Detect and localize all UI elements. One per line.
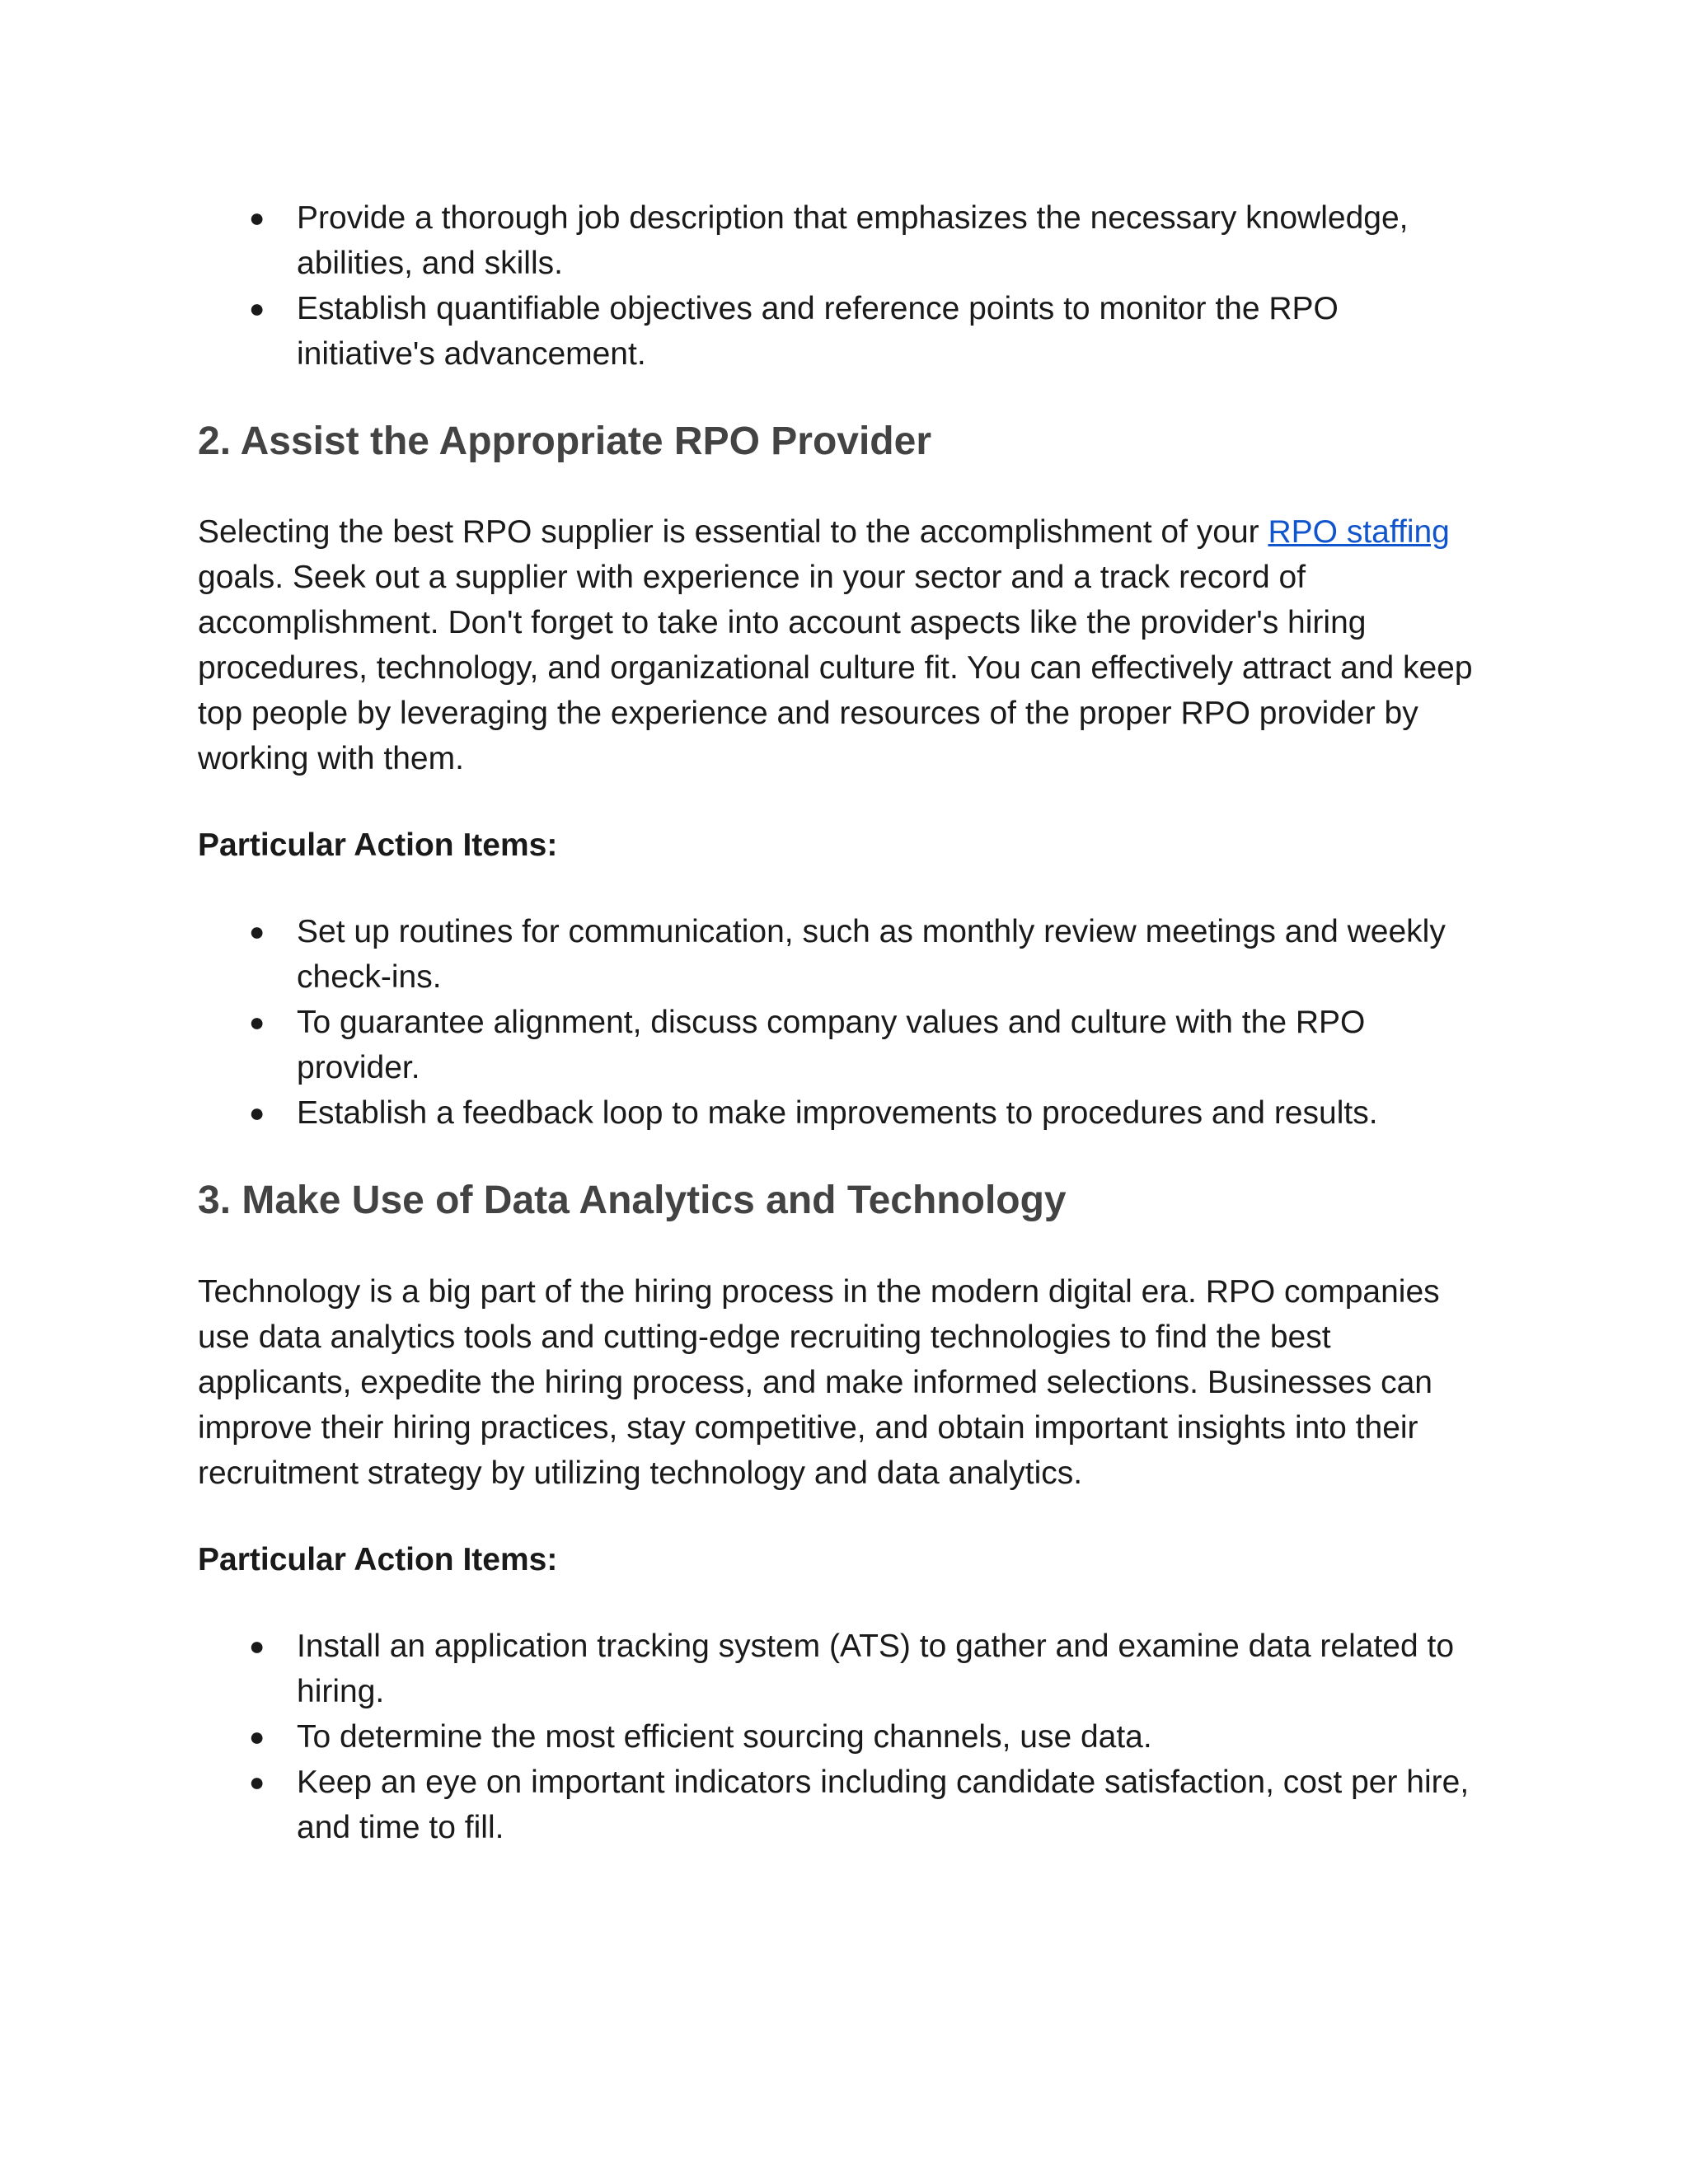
section-3-paragraph-block bbox=[198, 1269, 1484, 1496]
list-item bbox=[198, 286, 1484, 377]
list-item bbox=[198, 195, 1484, 286]
action-items-label: Particular Action Items: bbox=[198, 1542, 558, 1577]
intro-bullet-list bbox=[198, 195, 1484, 377]
paragraph-text: Selecting the best RPO supplier is essential to the accomplishment of your bbox=[198, 514, 1268, 550]
list-item-text: Provide a thorough job description that emphasizes the necessary knowledge, abilities, and skills. bbox=[297, 200, 1409, 281]
section-2-heading: 2. Assist the Appropriate RPO Provider bbox=[198, 419, 931, 463]
section-3-action-label-block bbox=[198, 1537, 1484, 1582]
section-3-bullet-list bbox=[198, 1624, 1484, 1850]
bullet-icon: ● bbox=[249, 1098, 265, 1127]
list-item bbox=[198, 1000, 1484, 1090]
bullet-icon: ● bbox=[249, 1767, 265, 1797]
list-item bbox=[198, 1624, 1484, 1714]
list-item bbox=[198, 1090, 1484, 1136]
section-2-action-label-block bbox=[198, 823, 1484, 868]
list-item-text: Establish quantifiable objectives and reference points to monitor the RPO initiative's advancement. bbox=[297, 291, 1339, 372]
section-3-heading-block bbox=[198, 1176, 1484, 1226]
section-2-bullet-list bbox=[198, 909, 1484, 1136]
bullet-icon: ● bbox=[249, 1007, 265, 1037]
bullet-icon: ● bbox=[249, 1722, 265, 1751]
action-items-label: Particular Action Items: bbox=[198, 827, 558, 863]
section-3-paragraph: Technology is a big part of the hiring process in the modern digital era. RPO companies use data analytics tools and cutting-edge recruiting technologies to find the best applicants, expedite the hiring process, and make informed selections. Businesses can improve their hiring practices, stay competitive, and obtain important insights into their recruitment strategy by utilizing technology and data analytics. bbox=[198, 1274, 1440, 1491]
list-item bbox=[198, 1714, 1484, 1760]
list-item bbox=[198, 1760, 1484, 1850]
list-item-text: To determine the most efficient sourcing channels, use data. bbox=[297, 1719, 1152, 1755]
section-3-heading: 3. Make Use of Data Analytics and Technology bbox=[198, 1179, 1067, 1222]
list-item-text: Keep an eye on important indicators including candidate satisfaction, cost per hire, and time to fill. bbox=[297, 1765, 1470, 1845]
bullet-icon: ● bbox=[249, 916, 265, 946]
list-item-text: Install an application tracking system (ATS) to gather and examine data related to hiring. bbox=[297, 1629, 1455, 1709]
section-2-paragraph bbox=[198, 509, 1484, 781]
bullet-icon: ● bbox=[249, 1631, 265, 1661]
rpo-staffing-link[interactable]: RPO staffing bbox=[1268, 514, 1450, 550]
section-2-heading-block bbox=[198, 417, 1484, 466]
list-item-text: To guarantee alignment, discuss company values and culture with the RPO provider. bbox=[297, 1005, 1366, 1085]
list-item bbox=[198, 909, 1484, 1000]
bullet-icon: ● bbox=[249, 203, 265, 232]
bullet-icon: ● bbox=[249, 293, 265, 323]
list-item-text: Establish a feedback loop to make improvements to procedures and results. bbox=[297, 1095, 1378, 1131]
section-2-paragraph-block bbox=[198, 509, 1484, 781]
paragraph-text: goals. Seek out a supplier with experience in your sector and a track record of accomplishment. Don't forget to take into account aspects like the provider's hiring procedures, technology, and organizational culture fit. You can effectively attract and keep top people by leveraging the experience and resources of the proper RPO provider by working with them. bbox=[198, 560, 1473, 776]
list-item-text: Set up routines for communication, such as monthly review meetings and weekly check-ins. bbox=[297, 914, 1446, 995]
